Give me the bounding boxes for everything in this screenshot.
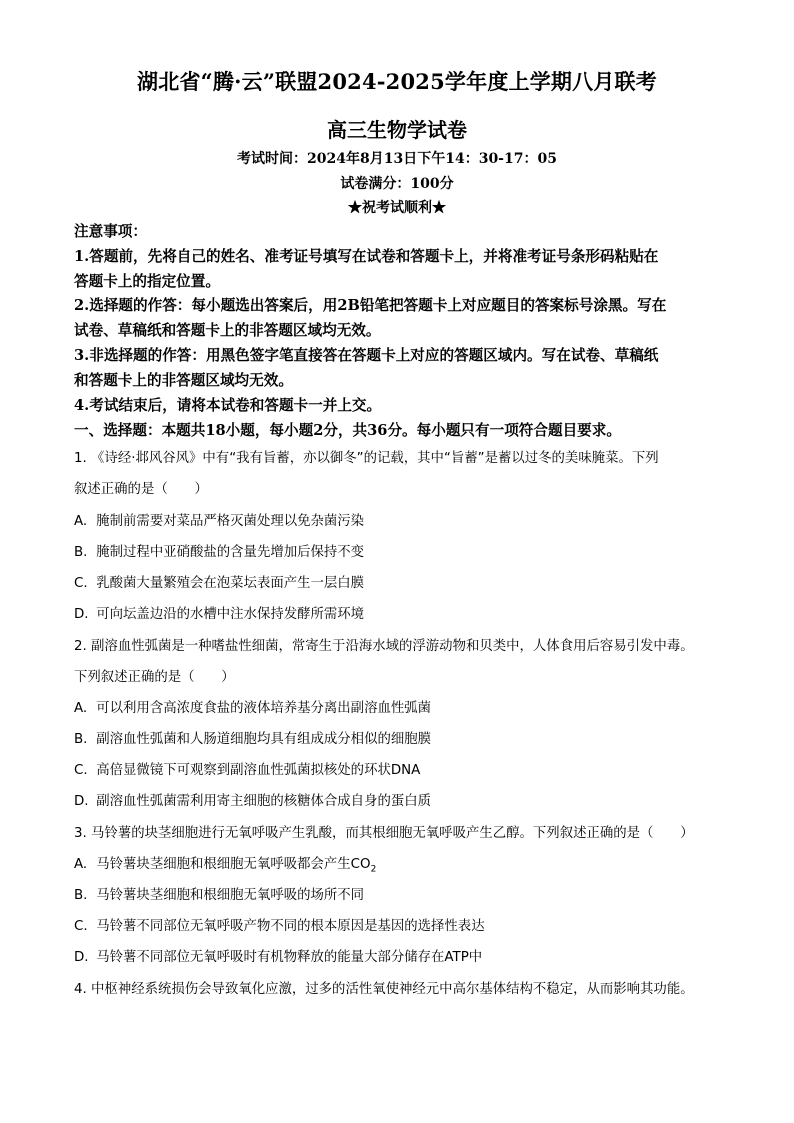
option-a[interactable]: A. 腌制前需要对菜品严格灭菌处理以免杂菌污染 — [74, 514, 365, 529]
option-a[interactable]: A. 马铃薯块茎细胞和根细胞无氧呼吸都会产生$CO_2$ — [74, 857, 377, 875]
option-d[interactable]: D. 马铃薯不同部位无氧呼吸时有机物释放的能量大部分储存在ATP中 — [74, 950, 483, 965]
question-stem: 2. 副溶血性弧菌是一种嗜盐性细菌，常寄生于沿海水域的浮游动物和贝类中，人体食用后容易引发中毒。 — [74, 639, 694, 654]
notices-heading: 注意事项： — [74, 223, 147, 240]
subscript: 2 — [370, 864, 377, 875]
option-b[interactable]: B. 腌制过程中亚硝酸盐的含量先增加后保持不变 — [74, 545, 365, 560]
blessing: ★祝考试顺利★ — [348, 200, 446, 216]
notice-line: 2.选择题的作答：每小题选出答案后，用2B铅笔把答题卡上对应题目的答案标号涂黑。写在 — [74, 297, 667, 314]
notice-line: 3.非选择题的作答：用黑色签字笔直接答在答题卡上对应的答题区域内。写在试卷、草稿纸 — [74, 347, 659, 364]
question-stem: 4. 中枢神经系统损伤会导致氧化应激，过多的活性氧使神经元中高尔基体结构不稳定，从而影响其功能。 — [74, 982, 694, 997]
notice-line: 和答题卡上的非答题区域均无效。 — [74, 372, 293, 389]
exam-subtitle: 高三生物学试卷 — [327, 118, 467, 142]
option-c[interactable]: C. 高倍显微镜下可观察到副溶血性弧菌拟核处的环状DNA — [74, 763, 421, 778]
option-d[interactable]: D. 副溶血性弧菌需利用寄主细胞的核糖体合成自身的蛋白质 — [74, 794, 432, 809]
section-heading: 一、选择题：本题共18小题，每小题2分，共36分。每小题只有一项符合题目要求。 — [74, 422, 621, 439]
notice-line: 答题卡上的指定位置。 — [74, 273, 220, 290]
question-stem: 下列叙述正确的是（ ） — [74, 670, 235, 685]
option-d[interactable]: D. 可向坛盖边沿的水槽中注水保持发酵所需环境 — [74, 607, 365, 622]
notice-line: 1.答题前，先将自己的姓名、准考证号填写在试卷和答题卡上，并将准考证号条形码粘贴在 — [74, 248, 659, 265]
notice-line: 4.考试结束后，请将本试卷和答题卡一并上交。 — [74, 397, 382, 414]
option-c[interactable]: C. 马铃薯不同部位无氧呼吸产物不同的根本原因是基因的选择性表达 — [74, 919, 485, 934]
full-score: 试卷满分：100分 — [340, 176, 454, 192]
option-b[interactable]: B. 副溶血性弧菌和人肠道细胞均具有组成成分相似的细胞膜 — [74, 732, 432, 747]
question-stem: 1. 《诗经·邶风谷风》中有“我有旨蓄，亦以御冬”的记载，其中“旨蓄”是蓄以过冬的美味腌菜。下列 — [74, 451, 659, 466]
option-a[interactable]: A. 可以利用含高浓度食盐的液体培养基分离出副溶血性弧菌 — [74, 701, 432, 716]
option-c[interactable]: C. 乳酸菌大量繁殖会在泡菜坛表面产生一层白膜 — [74, 576, 365, 591]
question-stem: 叙述正确的是（ ） — [74, 482, 208, 497]
notice-line: 试卷、草稿纸和答题卡上的非答题区域均无效。 — [74, 322, 381, 339]
option-b[interactable]: B. 马铃薯块茎细胞和根细胞无氧呼吸的场所不同 — [74, 888, 365, 903]
exam-title: 湖北省“腾·云”联盟2024-2025学年度上学期八月联考 — [137, 69, 657, 94]
exam-time: 考试时间：2024年8月13日下午14：30-17：05 — [237, 151, 557, 167]
question-stem: 3. 马铃薯的块茎细胞进行无氧呼吸产生乳酸，而其根细胞无氧呼吸产生乙醇。下列叙述正确的是（ ） — [74, 826, 694, 841]
